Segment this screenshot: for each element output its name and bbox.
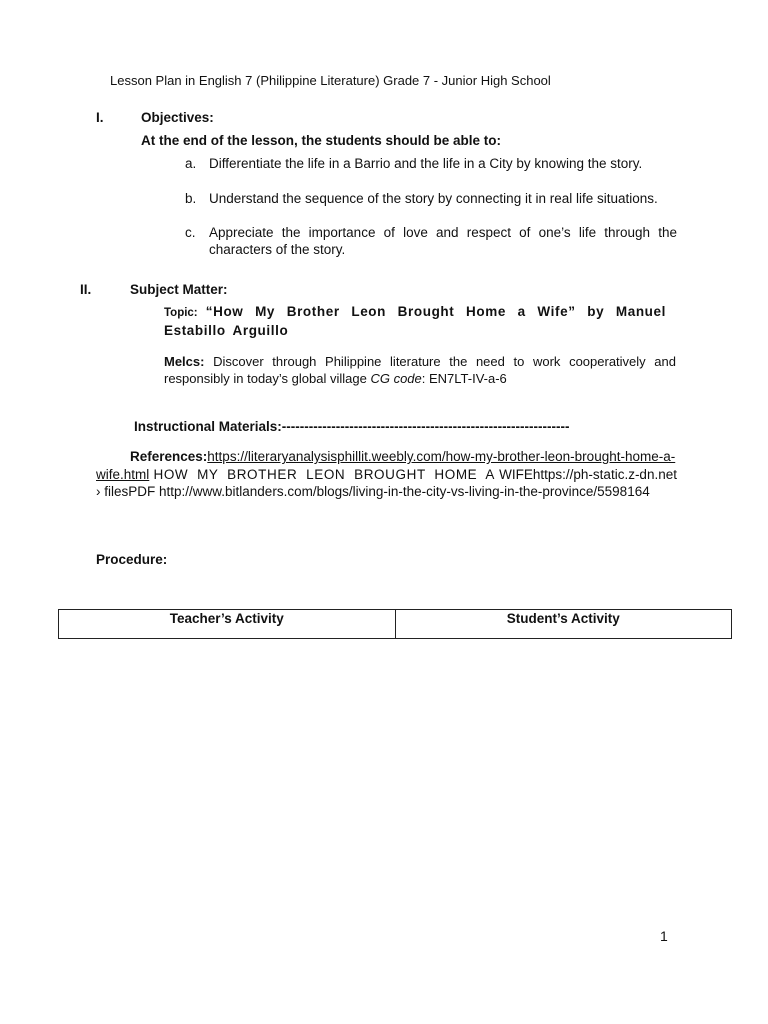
objective-item-b (185, 190, 677, 207)
subject-matter-heading: Subject Matter: (130, 282, 228, 297)
page-number: 1 (660, 928, 668, 944)
objective-item-c (185, 224, 677, 258)
cg-code-label: CG code (370, 371, 422, 386)
reference-link[interactable]: https://literaryanalysisphillit.weebly.com/how-my-brother-leon-brought-home-a-wife.html (96, 449, 676, 482)
student-activity-header: Student’s Activity (395, 610, 732, 639)
reference-title: HOW MY BROTHER LEON BROUGHT HOME A (153, 466, 495, 482)
cg-code-value: : EN7LT-IV-a-6 (421, 371, 507, 386)
topic-label: Topic: (164, 307, 198, 319)
objective-item-a (185, 155, 677, 172)
melcs-label: Melcs: (164, 354, 205, 369)
objective-text: Appreciate the importance of love and respect of one’s life through the characters of the story. (209, 225, 677, 257)
procedure-heading: Procedure: (96, 552, 168, 567)
subject-matter-section-number: II. (80, 282, 92, 297)
topic-block (164, 303, 666, 340)
references-label: References: (130, 449, 208, 464)
melcs-text: Discover through Philippine literature the need to work cooperatively and responsibly in today’s global village (164, 354, 676, 386)
objectives-heading: Objectives: (141, 110, 214, 125)
teacher-activity-header: Teacher’s Activity (59, 610, 396, 639)
table-header-row (59, 610, 732, 639)
objective-text: Differentiate the life in a Barrio and the life in a City by knowing the story. (209, 156, 643, 171)
objective-letter: a. (185, 156, 197, 171)
objectives-intro: At the end of the lesson, the students should be able to: (141, 133, 502, 148)
melcs-block (164, 353, 676, 387)
objective-letter: b. (185, 191, 197, 206)
objective-letter: c. (185, 225, 196, 240)
reference-sources: WIFEhttps://ph-static.z-dn.net › filesPDF http://www.bitlanders.com/blogs/living-in-the-city-vs-living-in-the-province/5598164 (96, 466, 677, 499)
objectives-section-number: I. (96, 110, 104, 125)
objective-text: Understand the sequence of the story by connecting it in real life situations. (209, 191, 658, 206)
instructional-materials-heading: Instructional Materials:---------------------------------------------------------------- (134, 419, 570, 434)
topic-title: “How My Brother Leon Brought Home a Wife” by Manuel Estabillo Arguillo (164, 304, 666, 338)
references-block (96, 448, 677, 501)
document-header: Lesson Plan in English 7 (Philippine Literature) Grade 7 - Junior High School (110, 73, 551, 88)
activity-table (58, 609, 732, 639)
